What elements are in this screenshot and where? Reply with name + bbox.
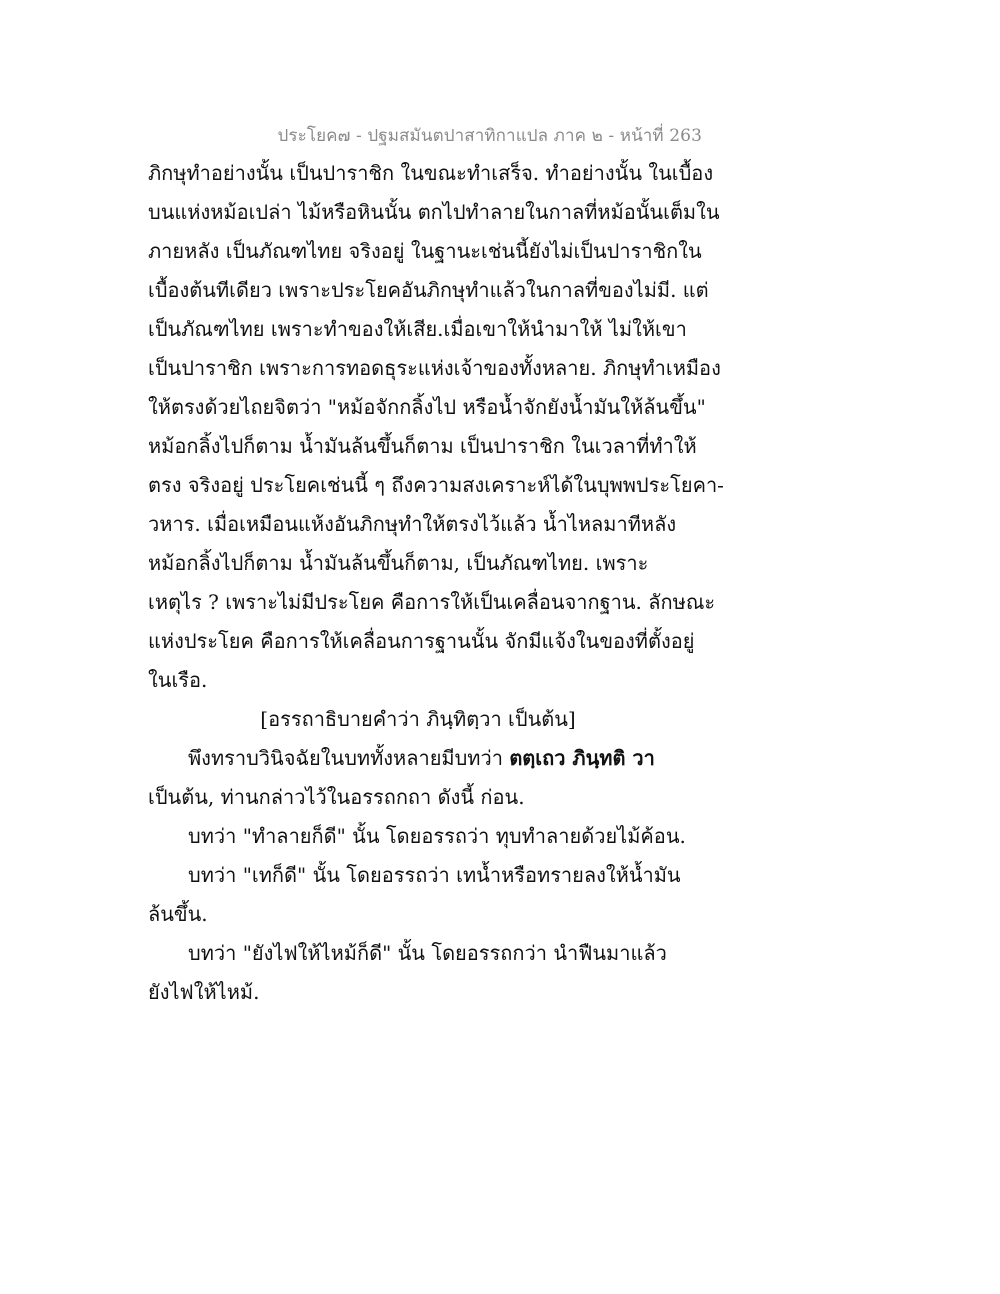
pali-term: ตตฺเถว ภินฺทติ วา [509, 746, 655, 770]
body-line: แห่งประโยค คือการให้เคลื่อนการฐานนั้น จักมีแจ้งในของที่ตั้งอยู่ [148, 629, 695, 653]
body-line: วหาร. เมื่อเหมือนแห้งอันภิกษุทำให้ตรงไว้แล้ว น้ำไหลมาทีหลัง [148, 512, 677, 536]
body-line: ตรง จริงอยู่ ประโยคเช่นนี้ ๆ ถึงความสงเคราะห์ได้ในบุพพประโยคา- [148, 473, 724, 497]
body-line: หม้อกลิ้งไปก็ตาม น้ำมันล้นขึ้นก็ตาม, เป็นภัณฑไทย. เพราะ [148, 551, 649, 575]
body-line: บนแห่งหม้อเปล่า ไม้หรือหินนั้น ตกไปทำลายในกาลที่หม้อนั้นเต็มใน [148, 200, 720, 224]
running-header: ประโยค๗ - ปฐมสมันตปาสาทิกาแปล ภาค ๒ - หน้าที่ 263 [277, 126, 702, 146]
section-heading: [อรรถาธิบายคำว่า ภินฺทิตฺวา เป็นต้น] [260, 707, 576, 731]
body-line: ในเรือ. [148, 668, 208, 692]
body-line: เป็นภัณฑไทย เพราะทำของให้เสีย.เมื่อเขาให้นำมาให้ ไม่ให้เขา [148, 317, 687, 341]
paragraph-line: บทว่า "เทก็ดี" นั้น โดยอรรถว่า เทน้ำหรือทรายลงให้น้ำมัน [188, 863, 681, 887]
page-body [148, 154, 724, 1012]
paragraph-line: บทว่า "ทำลายก็ดี" นั้น โดยอรรถว่า ทุบทำลายด้วยไม้ค้อน. [188, 824, 686, 848]
paragraph-text: พึงทราบวินิจฉัยในบททั้งหลายมีบทว่า [188, 746, 510, 770]
body-line: ภิกษุทำอย่างนั้น เป็นปาราชิก ในขณะทำเสร็จ. ทำอย่างนั้น ในเบื้อง [148, 161, 714, 185]
paragraph-line: เป็นต้น, ท่านกล่าวไว้ในอรรถกถา ดังนี้ ก่อน. [148, 785, 525, 809]
paragraph-line: ยังไฟให้ไหม้. [148, 980, 260, 1004]
paragraph-line: บทว่า "ยังไฟให้ไหม้ก็ดี" นั้น โดยอรรถกว่า นำฟืนมาแล้ว [188, 941, 667, 965]
body-line: เป็นปาราชิก เพราะการทอดธุระแห่งเจ้าของทั้งหลาย. ภิกษุทำเหมือง [148, 356, 721, 380]
body-line: เหตุไร ? เพราะไม่มีประโยค คือการให้เป็นเคลื่อนจากฐาน. ลักษณะ [148, 590, 716, 614]
body-line: ภายหลัง เป็นภัณฑไทย จริงอยู่ ในฐานะเช่นนี้ยังไม่เป็นปาราชิกใน [148, 239, 702, 263]
body-line: ให้ตรงด้วยไถยจิตว่า "หม้อจักกลิ้งไป หรือน้ำจักยังน้ำมันให้ล้นขึ้น" [148, 395, 706, 419]
paragraph-line: ล้นขึ้น. [148, 902, 208, 926]
body-line: เบื้องต้นทีเดียว เพราะประโยคอันภิกษุทำแล้วในกาลที่ของไม่มี. แต่ [148, 278, 709, 302]
body-line: หม้อกลิ้งไปก็ตาม น้ำมันล้นขึ้นก็ตาม เป็นปาราชิก ในเวลาที่ทำให้ [148, 434, 697, 458]
paragraph-line [148, 739, 708, 778]
